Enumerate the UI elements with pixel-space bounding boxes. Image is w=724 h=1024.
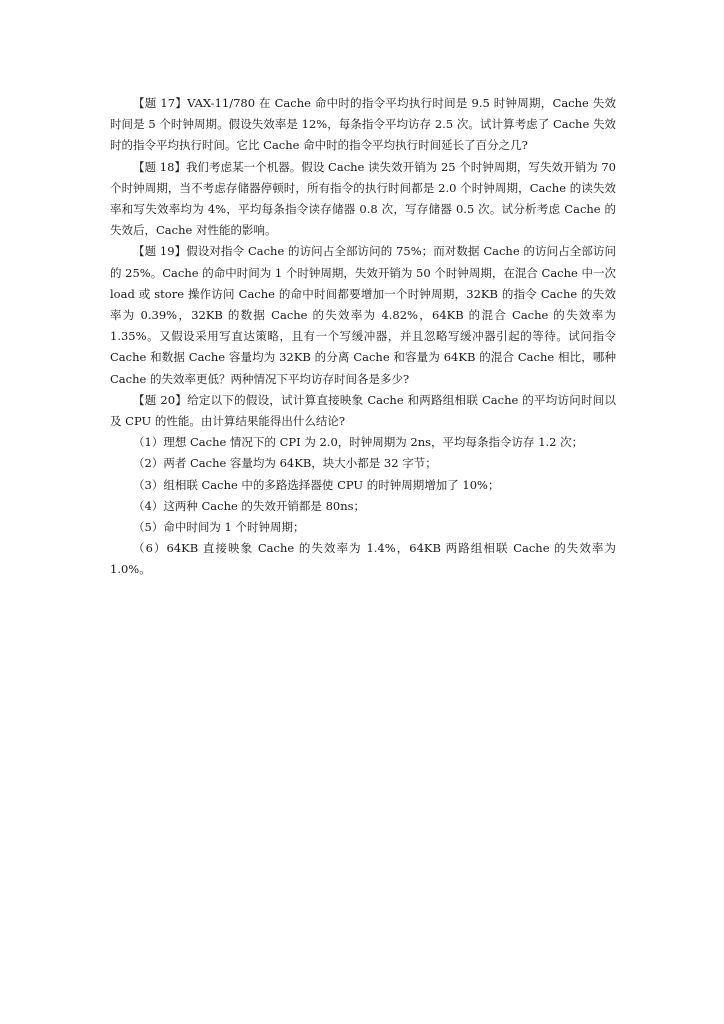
problem-19-label: 【题 19】 <box>133 244 187 259</box>
assumption-5: （5）命中时间为 1 个时钟周期； <box>133 520 305 535</box>
problem-18-text: 我们考虑某一个机器。假设 Cache 读失效开销为 25 个时钟周期，写失效开销为 70 个时钟周期，当不考虑存储器停顿时，所有指令的执行时间都是 2.0 个时钟周期，Cache 的读失效率和写失效率均为 4%，平均每条指令读存储器 0.8 次，写存储器 0.5 次。试分析考虑 Cache 的失效后，Cache 对性能的影响。 <box>110 159 616 238</box>
problem-19-text: 假设对指令 Cache 的访问占全部访问的 75%；而对数据 Cache 的访问占全部访问的 25%。Cache 的命中时间为 1 个时钟周期，失效开销为 50 个时钟周期，在混合 Cache 中一次 load 或 store 操作访问 Cache 的命中时间都要增加一个时钟周期，32KB 的指令 Cache 的失效率为 0.39%，32KB 的数据 Cache 的失效率为 4.82%，64KB 的混合 Cache 的失效率为 1.35%。又假设采用写直达策略，且有一个写缓冲器，并且忽略写缓冲器引起的等待。试问指令 Cache 和数据 Cache 容量均为 32KB 的分离 Cache 和容量为 64KB 的混合 Cache 相比，哪种 Cache 的失效率更低？两种情况下平均访存时间各是多少? <box>110 244 616 386</box>
problem-20 <box>110 390 616 432</box>
assumption-4: （4）这两种 Cache 的失效开销都是 80ns； <box>133 498 366 513</box>
problem-20-label: 【题 20】 <box>133 392 188 407</box>
problem-17 <box>110 93 616 157</box>
problem-18 <box>110 157 616 242</box>
problem-17-text: VAX-11/780 在 Cache 命中时的指令平均执行时间是 9.5 时钟周期，Cache 失效时间是 5 个时钟周期。假设失效率是 12%，每条指令平均访存 2.5 次。试计算考虑了 Cache 失效时的指令平均执行时间。它比 Cache 命中时的指令平均执行时间延长了百分之几? <box>110 96 616 153</box>
assumption-3: （3）组相联 Cache 中的多路选择器使 CPU 的时钟周期增加了 10%； <box>133 477 500 492</box>
document-page <box>110 93 616 581</box>
problem-19 <box>110 241 616 389</box>
problem-20-text: 给定以下的假设，试计算直接映象 Cache 和两路组相联 Cache 的平均访问时间以及 CPU 的性能。由计算结果能得出什么结论? <box>110 392 616 429</box>
problem-18-label: 【题 18】 <box>133 159 186 174</box>
problem-20-assumptions <box>110 432 616 580</box>
problem-17-label: 【题 17】 <box>133 96 188 110</box>
assumption-1: （1）理想 Cache 情况下的 CPI 为 2.0，时钟周期为 2ns，平均每条指令访存 1.2 次； <box>133 435 584 450</box>
assumption-2: （2）两者 Cache 容量均为 64KB，块大小都是 32 字节； <box>133 456 437 471</box>
assumption-6: （6）64KB 直接映象 Cache 的失效率为 1.4%，64KB 两路组相联 Cache 的失效率为 1.0%。 <box>110 541 616 577</box>
